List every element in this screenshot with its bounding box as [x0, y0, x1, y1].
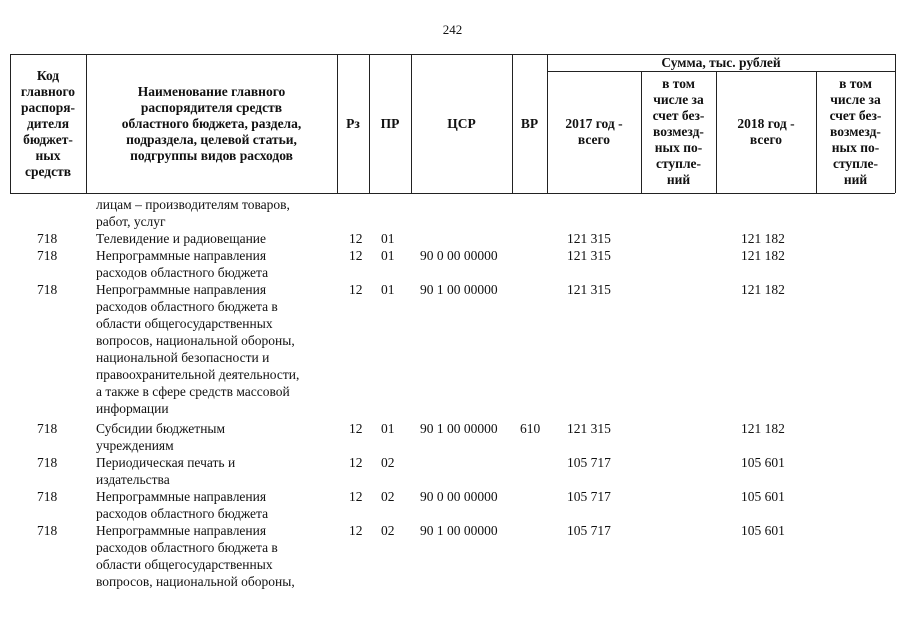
header-sum: Сумма, тыс. рублей [661, 54, 781, 70]
table-rule [895, 54, 896, 193]
cell-name [96, 281, 336, 417]
header-2018-total: 2018 год - всего [737, 116, 795, 147]
cell-name [96, 522, 336, 590]
cell-s2017: 121 315 [567, 231, 611, 246]
cell-rz: 12 [349, 231, 363, 246]
cell-name [96, 196, 336, 230]
header-2017-incl: в том числе за счет без- возмезд- ных по- ступле- ний [652, 76, 705, 187]
cell-name-line: области общегосударственных [96, 557, 273, 572]
page-number: 242 [442, 22, 463, 37]
cell-name [96, 454, 336, 488]
cell-pr: 02 [381, 489, 395, 504]
cell-name-line: работ, услуг [96, 214, 166, 229]
cell-code: 718 [37, 231, 58, 246]
cell-name-line: Непрограммные направления [96, 248, 267, 263]
cell-s2018: 121 182 [741, 282, 785, 297]
cell-name-line: Непрограммные направления [96, 523, 267, 538]
cell-code: 718 [37, 282, 58, 297]
cell-name-line: правоохранительной деятельности, [96, 367, 300, 382]
cell-name [96, 420, 336, 454]
header-2017-total: 2017 год - всего [565, 116, 623, 147]
cell-s2017: 121 315 [567, 248, 611, 263]
cell-pr: 01 [381, 231, 395, 246]
cell-pr: 01 [381, 248, 395, 263]
cell-csr: 90 1 00 00000 [420, 523, 498, 538]
cell-pr: 01 [381, 421, 395, 436]
cell-name-line: учреждениям [96, 438, 174, 453]
cell-pr: 01 [381, 282, 395, 297]
header-csr: ЦСР [447, 115, 476, 131]
cell-name-line: Непрограммные направления [96, 282, 267, 297]
cell-name-line: Периодическая печать и [96, 455, 236, 470]
cell-code: 718 [37, 248, 58, 263]
cell-name-line: лицам – производителям товаров, [96, 197, 290, 212]
cell-rz: 12 [349, 282, 363, 297]
cell-pr: 02 [381, 523, 395, 538]
cell-name-line: расходов областного бюджета [96, 506, 269, 521]
cell-rz: 12 [349, 455, 363, 470]
cell-name-line: национальной безопасности и [96, 350, 270, 365]
cell-s2018: 121 182 [741, 421, 785, 436]
cell-name-line: Телевидение и радиовещание [96, 231, 267, 246]
cell-s2017: 121 315 [567, 421, 611, 436]
cell-s2018: 105 601 [741, 523, 785, 538]
cell-rz: 12 [349, 248, 363, 263]
cell-rz: 12 [349, 421, 363, 436]
cell-name-line: расходов областного бюджета [96, 265, 269, 280]
cell-name [96, 247, 336, 281]
cell-vr: 610 [520, 421, 541, 436]
cell-csr: 90 1 00 00000 [420, 282, 498, 297]
header-pr: ПР [380, 115, 400, 131]
cell-s2017: 105 717 [567, 489, 611, 504]
table-rule [10, 193, 895, 194]
cell-s2017: 105 717 [567, 455, 611, 470]
cell-name-line: вопросов, национальной обороны, [96, 333, 295, 348]
cell-code: 718 [37, 421, 58, 436]
cell-name-line: расходов областного бюджета в [96, 299, 278, 314]
cell-name-line: расходов областного бюджета в [96, 540, 278, 555]
header-name: Наименование главного распорядителя средств областного бюджета, раздела, подраздела, целевой статьи, подгруппы видов расходов [121, 83, 302, 163]
cell-name-line: издательства [96, 472, 170, 487]
cell-rz: 12 [349, 489, 363, 504]
cell-name-line: информации [96, 401, 169, 416]
cell-name-line: области общегосударственных [96, 316, 273, 331]
header-rz: Рз [346, 115, 360, 131]
cell-name-line: вопросов, национальной обороны, [96, 574, 295, 589]
cell-code: 718 [37, 455, 58, 470]
cell-code: 718 [37, 523, 58, 538]
cell-code: 718 [37, 489, 58, 504]
cell-name-line: Субсидии бюджетным [96, 421, 226, 436]
cell-csr: 90 0 00 00000 [420, 489, 498, 504]
header-vr: ВР [520, 115, 539, 131]
cell-s2018: 105 601 [741, 489, 785, 504]
cell-s2018: 121 182 [741, 248, 785, 263]
cell-s2018: 105 601 [741, 455, 785, 470]
cell-s2017: 121 315 [567, 282, 611, 297]
cell-name [96, 230, 336, 247]
cell-s2017: 105 717 [567, 523, 611, 538]
cell-name [96, 488, 336, 522]
cell-name-line: Непрограммные направления [96, 489, 267, 504]
cell-name-line: а также в сфере средств массовой [96, 384, 290, 399]
cell-rz: 12 [349, 523, 363, 538]
cell-csr: 90 1 00 00000 [420, 421, 498, 436]
header-code: Код главного распоря- дителя бюджет- ных средств [20, 67, 76, 179]
cell-pr: 02 [381, 455, 395, 470]
cell-csr: 90 0 00 00000 [420, 248, 498, 263]
header-2018-incl: в том числе за счет без- возмезд- ных по- ступле- ний [829, 76, 882, 187]
cell-s2018: 121 182 [741, 231, 785, 246]
